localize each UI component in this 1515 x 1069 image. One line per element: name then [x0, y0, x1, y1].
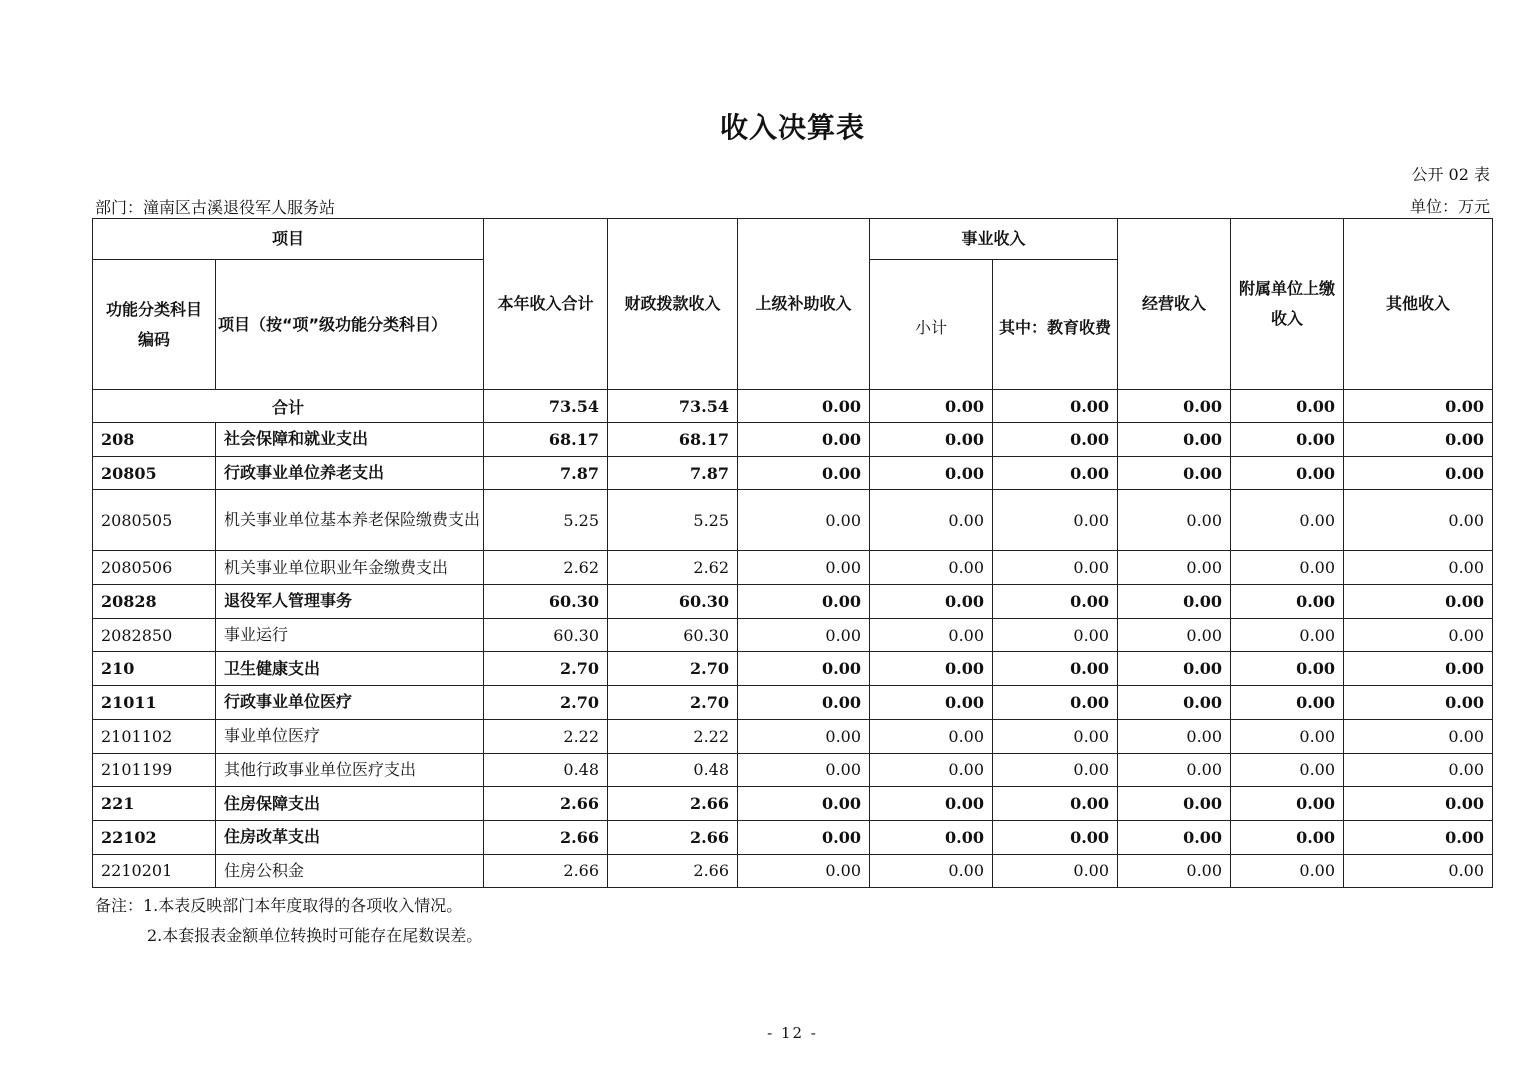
row-value: 2.66 [484, 854, 608, 888]
row-value: 0.00 [1344, 652, 1493, 686]
row-value: 0.00 [1118, 618, 1231, 652]
table-row [93, 854, 1493, 888]
row-value: 0.00 [993, 618, 1118, 652]
row-value: 0.00 [993, 719, 1118, 753]
header-other: 其他收入 [1344, 219, 1493, 390]
row-name: 住房保障支出 [216, 787, 484, 821]
row-value: 2.70 [484, 652, 608, 686]
total-value: 73.54 [608, 390, 738, 423]
header-item-name: 项目（按“项”级功能分类科目） [216, 260, 484, 390]
row-value: 0.00 [1344, 820, 1493, 854]
header-total: 本年收入合计 [484, 219, 608, 390]
row-value: 5.25 [608, 490, 738, 551]
page-number: - 12 - [767, 1024, 818, 1042]
row-value: 0.00 [870, 652, 993, 686]
row-value: 0.00 [738, 686, 870, 720]
table-row [93, 787, 1493, 821]
header-subtotal: 小计 [870, 260, 993, 390]
row-value: 0.00 [870, 787, 993, 821]
row-name: 退役军人管理事务 [216, 585, 484, 619]
row-name: 社会保障和就业支出 [216, 423, 484, 457]
row-value: 0.00 [1118, 456, 1231, 490]
row-value: 2.70 [608, 686, 738, 720]
row-value: 0.00 [993, 854, 1118, 888]
row-value: 68.17 [484, 423, 608, 457]
row-value: 0.00 [870, 753, 993, 787]
table-row [93, 686, 1493, 720]
row-code: 2082850 [93, 618, 216, 652]
row-value: 0.00 [1344, 753, 1493, 787]
row-code: 2080506 [93, 551, 216, 585]
row-value: 0.00 [738, 490, 870, 551]
row-value: 0.00 [993, 490, 1118, 551]
header-operating: 经营收入 [1118, 219, 1231, 390]
row-value: 60.30 [484, 618, 608, 652]
row-value: 2.62 [484, 551, 608, 585]
table-row [93, 423, 1493, 457]
row-value: 0.00 [1231, 854, 1344, 888]
row-value: 0.00 [1344, 456, 1493, 490]
row-value: 0.00 [1344, 854, 1493, 888]
row-value: 0.48 [608, 753, 738, 787]
page-title: 收入决算表 [719, 111, 865, 144]
row-value: 0.00 [1231, 719, 1344, 753]
table-body [93, 390, 1493, 888]
row-value: 0.00 [1344, 490, 1493, 551]
row-value: 0.00 [993, 652, 1118, 686]
row-value: 0.00 [1231, 753, 1344, 787]
total-value: 0.00 [993, 390, 1118, 423]
row-value: 0.00 [1118, 585, 1231, 619]
row-value: 2.70 [484, 686, 608, 720]
table-row [93, 618, 1493, 652]
note-line-2: 2.本套报表金额单位转换时可能存在尾数误差。 [147, 926, 483, 945]
row-value: 5.25 [484, 490, 608, 551]
row-value: 0.00 [738, 753, 870, 787]
row-value: 0.00 [993, 551, 1118, 585]
row-value: 0.00 [1231, 585, 1344, 619]
row-value: 7.87 [484, 456, 608, 490]
row-name: 卫生健康支出 [216, 652, 484, 686]
row-value: 0.00 [738, 854, 870, 888]
row-value: 0.00 [1118, 490, 1231, 551]
row-value: 0.00 [1118, 787, 1231, 821]
row-value: 0.00 [993, 686, 1118, 720]
table-row [93, 820, 1493, 854]
row-value: 0.00 [1344, 719, 1493, 753]
table-row [93, 456, 1493, 490]
row-value: 0.00 [993, 753, 1118, 787]
row-value: 0.00 [738, 618, 870, 652]
row-code: 210 [93, 652, 216, 686]
header-fiscal: 财政拨款收入 [608, 219, 738, 390]
row-value: 0.00 [1118, 652, 1231, 686]
row-value: 0.00 [738, 423, 870, 457]
total-value: 0.00 [1118, 390, 1231, 423]
row-code: 2210201 [93, 854, 216, 888]
row-value: 0.00 [870, 719, 993, 753]
row-value: 0.00 [993, 787, 1118, 821]
income-table [92, 218, 1493, 888]
row-value: 0.00 [870, 423, 993, 457]
header-superior: 上级补助收入 [738, 219, 870, 390]
row-name: 事业单位医疗 [216, 719, 484, 753]
row-name: 机关事业单位基本养老保险缴费支出 [216, 490, 484, 551]
notes [95, 891, 482, 951]
row-value: 0.48 [484, 753, 608, 787]
unit-label: 单位：万元 [1409, 197, 1490, 216]
row-value: 2.22 [484, 719, 608, 753]
table-number: 公开 02 表 [1411, 165, 1490, 184]
row-value: 0.00 [1344, 551, 1493, 585]
row-value: 0.00 [1344, 423, 1493, 457]
row-code: 2080505 [93, 490, 216, 551]
row-name: 机关事业单位职业年金缴费支出 [216, 551, 484, 585]
row-value: 0.00 [870, 585, 993, 619]
row-value: 0.00 [1118, 719, 1231, 753]
row-value: 0.00 [1231, 686, 1344, 720]
row-value: 0.00 [1231, 551, 1344, 585]
row-name: 行政事业单位医疗 [216, 686, 484, 720]
row-value: 0.00 [1118, 820, 1231, 854]
total-label: 合计 [93, 390, 484, 423]
row-value: 0.00 [738, 820, 870, 854]
row-value: 0.00 [870, 686, 993, 720]
row-value: 2.70 [608, 652, 738, 686]
row-value: 0.00 [870, 551, 993, 585]
row-value: 0.00 [1231, 652, 1344, 686]
row-value: 0.00 [738, 652, 870, 686]
total-value: 0.00 [870, 390, 993, 423]
department-label: 部门：潼南区古溪退役军人服务站 [95, 198, 336, 217]
row-value: 0.00 [1344, 618, 1493, 652]
row-name: 其他行政事业单位医疗支出 [216, 753, 484, 787]
row-value: 68.17 [608, 423, 738, 457]
row-value: 0.00 [1118, 854, 1231, 888]
row-value: 2.66 [608, 787, 738, 821]
row-value: 2.66 [484, 787, 608, 821]
row-value: 2.66 [608, 820, 738, 854]
row-code: 208 [93, 423, 216, 457]
row-value: 0.00 [1231, 490, 1344, 551]
table-row [93, 753, 1493, 787]
row-value: 0.00 [993, 585, 1118, 619]
row-code: 20828 [93, 585, 216, 619]
row-value: 60.30 [608, 585, 738, 619]
header-func-code: 功能分类科目编码 [93, 260, 216, 390]
row-value: 0.00 [738, 585, 870, 619]
row-value: 0.00 [1231, 456, 1344, 490]
header-affiliated: 附属单位上缴收入 [1231, 219, 1344, 390]
row-name: 住房公积金 [216, 854, 484, 888]
row-value: 0.00 [870, 490, 993, 551]
row-value: 0.00 [1231, 787, 1344, 821]
row-value: 0.00 [1118, 423, 1231, 457]
row-name: 事业运行 [216, 618, 484, 652]
row-value: 0.00 [738, 719, 870, 753]
row-code: 2101199 [93, 753, 216, 787]
table-row [93, 490, 1493, 551]
row-code: 221 [93, 787, 216, 821]
row-code: 2101102 [93, 719, 216, 753]
row-name: 行政事业单位养老支出 [216, 456, 484, 490]
row-name: 住房改革支出 [216, 820, 484, 854]
table-row [93, 652, 1493, 686]
row-value: 7.87 [608, 456, 738, 490]
row-value: 0.00 [1118, 686, 1231, 720]
total-value: 0.00 [1231, 390, 1344, 423]
row-value: 2.22 [608, 719, 738, 753]
row-value: 0.00 [1231, 618, 1344, 652]
row-value: 0.00 [1344, 585, 1493, 619]
row-value: 0.00 [870, 854, 993, 888]
row-value: 0.00 [1118, 551, 1231, 585]
row-value: 0.00 [993, 456, 1118, 490]
row-value: 0.00 [1344, 787, 1493, 821]
row-value: 2.66 [484, 820, 608, 854]
row-value: 0.00 [738, 551, 870, 585]
row-value: 0.00 [738, 787, 870, 821]
total-value: 0.00 [738, 390, 870, 423]
row-value: 0.00 [1118, 753, 1231, 787]
table-row [93, 585, 1493, 619]
table-row [93, 551, 1493, 585]
table-row [93, 719, 1493, 753]
total-row [93, 390, 1493, 423]
row-value: 0.00 [870, 456, 993, 490]
header-education: 其中：教育收费 [993, 260, 1118, 390]
row-value: 0.00 [738, 456, 870, 490]
row-value: 2.62 [608, 551, 738, 585]
row-value: 60.30 [608, 618, 738, 652]
row-value: 0.00 [1344, 686, 1493, 720]
header-project: 项目 [93, 219, 484, 260]
row-value: 0.00 [1231, 423, 1344, 457]
row-code: 20805 [93, 456, 216, 490]
row-code: 22102 [93, 820, 216, 854]
total-value: 0.00 [1344, 390, 1493, 423]
row-value: 0.00 [870, 618, 993, 652]
row-value: 0.00 [870, 820, 993, 854]
row-code: 21011 [93, 686, 216, 720]
header-business: 事业收入 [870, 219, 1118, 260]
total-value: 73.54 [484, 390, 608, 423]
row-value: 2.66 [608, 854, 738, 888]
row-value: 0.00 [1231, 820, 1344, 854]
row-value: 0.00 [993, 423, 1118, 457]
row-value: 60.30 [484, 585, 608, 619]
row-value: 0.00 [993, 820, 1118, 854]
note-line-1: 备注：1.本表反映部门本年度取得的各项收入情况。 [95, 896, 463, 915]
